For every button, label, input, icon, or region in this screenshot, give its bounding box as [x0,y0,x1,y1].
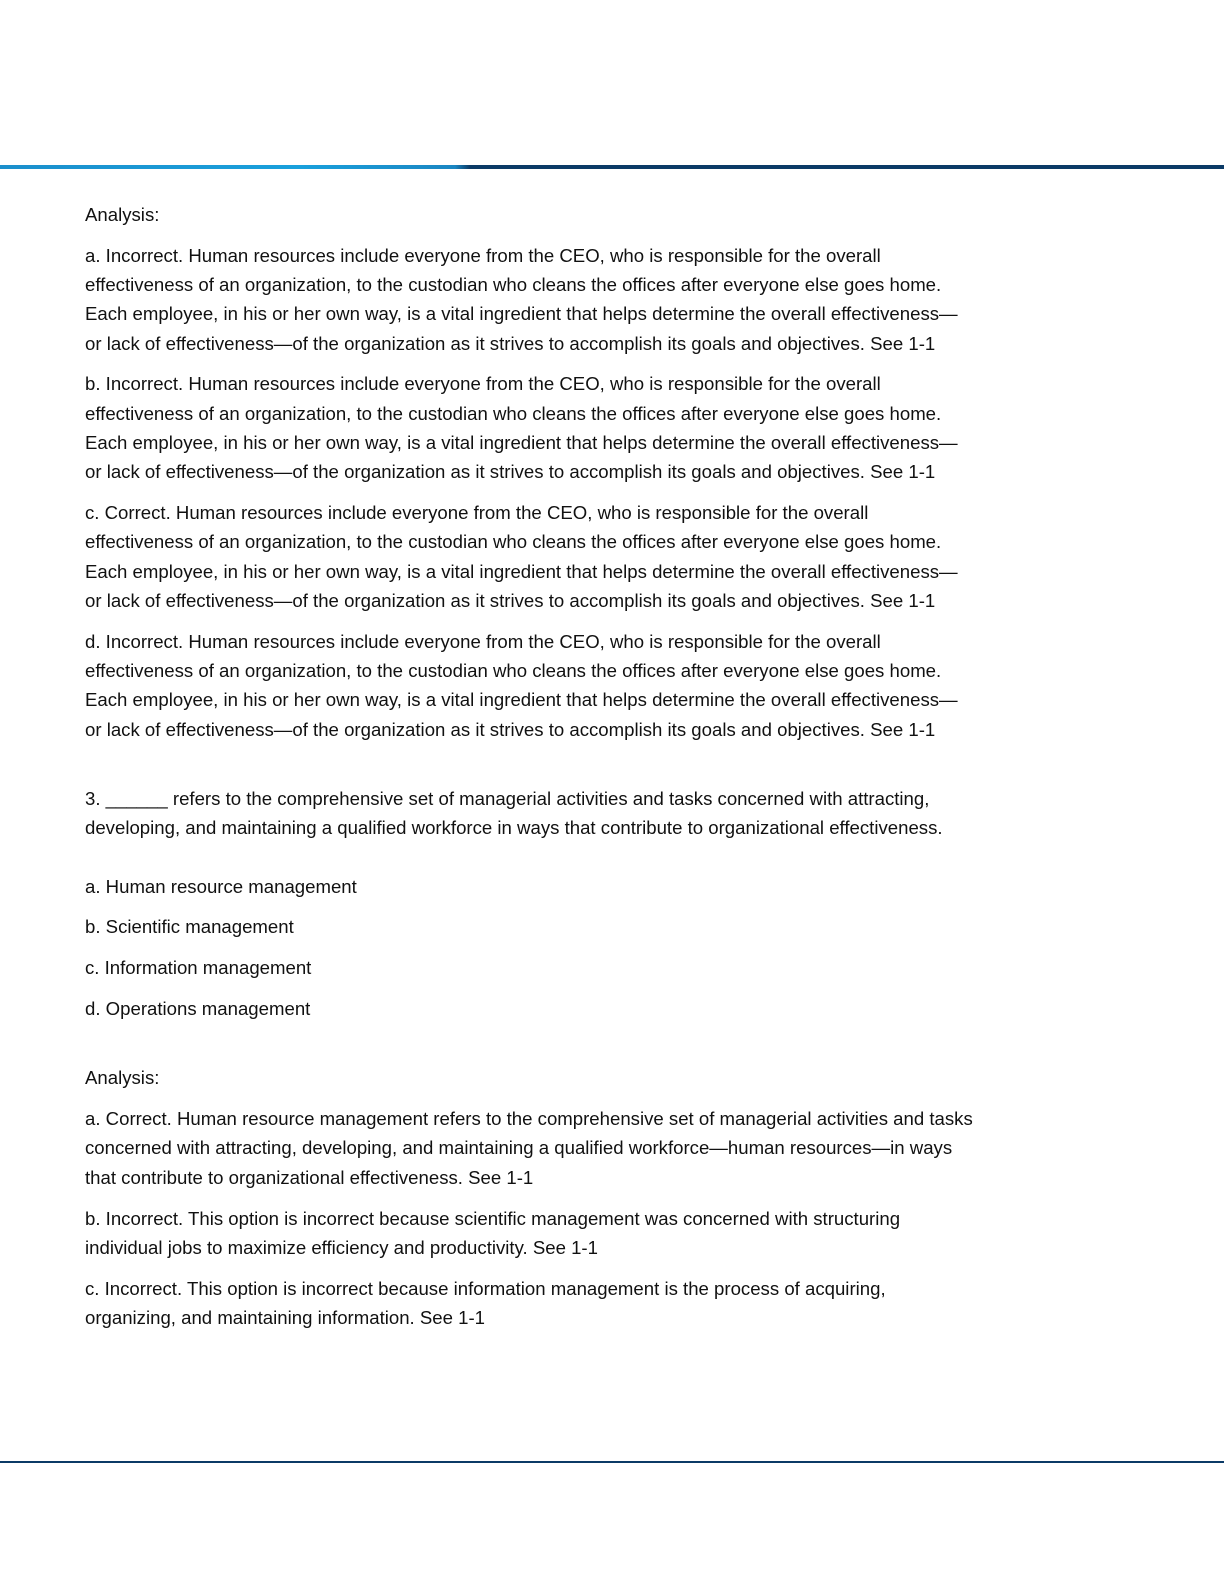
question-3 [85,784,1145,1023]
text-line: Each employee, in his or her own way, is a vital ingredient that helps determine the overall effectiveness— [85,432,958,454]
text-line: d. Incorrect. Human resources include everyone from the CEO, who is responsible for the overall [85,630,881,652]
analysis-1-items [85,241,1145,744]
option-d: d. Operations management [85,998,311,1020]
text-line: b. Incorrect. Human resources include everyone from the CEO, who is responsible for the overall [85,373,881,395]
analysis-item [85,1274,1145,1333]
text-line: Each employee, in his or her own way, is a vital ingredient that helps determine the overall effectiveness— [85,689,958,711]
text-line: c. Incorrect. This option is incorrect because information management is the process of acquiring, [85,1277,886,1299]
footer-rule [0,1461,1224,1463]
analysis-item [85,241,1145,358]
text-line: c. Correct. Human resources include everyone from the CEO, who is responsible for the overall [85,502,869,524]
text-line: effectiveness of an organization, to the custodian who cleans the offices after everyone else goes home. [85,274,942,296]
text-line: or lack of effectiveness—of the organization as it strives to accomplish its goals and objectives. See 1-1 [85,461,936,483]
text-line: or lack of effectiveness—of the organization as it strives to accomplish its goals and objectives. See 1-1 [85,718,936,740]
question-3-stem: 3. ______ refers to the comprehensive set of managerial activities and tasks concerned with attracting, developing, and maintaining a qualified workforce in ways that contribute to organizational effectiveness. [85,788,943,839]
text-line: or lack of effectiveness—of the organization as it strives to accomplish its goals and objectives. See 1-1 [85,590,936,612]
analysis-heading-2: Analysis: [85,1067,160,1089]
text-line: or lack of effectiveness—of the organization as it strives to accomplish its goals and objectives. See 1-1 [85,332,936,354]
analysis-item [85,627,1145,744]
option-a: a. Human resource management [85,875,357,897]
text-line: Each employee, in his or her own way, is a vital ingredient that helps determine the overall effectiveness— [85,560,958,582]
text-line: effectiveness of an organization, to the custodian who cleans the offices after everyone else goes home. [85,531,942,553]
text-line: organizing, and maintaining information. See 1-1 [85,1306,486,1328]
page-content [85,200,1145,1344]
text-line: a. Incorrect. Human resources include everyone from the CEO, who is responsible for the overall [85,244,881,266]
option-c: c. Information management [85,957,312,979]
text-line: individual jobs to maximize efficiency and productivity. See 1-1 [85,1236,598,1258]
text-line: Each employee, in his or her own way, is a vital ingredient that helps determine the overall effectiveness— [85,303,958,325]
text-line: effectiveness of an organization, to the custodian who cleans the offices after everyone else goes home. [85,660,942,682]
option-b: b. Scientific management [85,916,294,938]
header-rule [0,165,1224,169]
analysis-item [85,498,1145,615]
answer-options [85,872,1145,1024]
analysis-heading: Analysis: [85,204,160,225]
text-line: b. Incorrect. This option is incorrect because scientific management was concerned with structuring [85,1207,901,1229]
text-line: a. Correct. Human resource management refers to the comprehensive set of managerial activities and tasks [85,1108,973,1130]
text-line: that contribute to organizational effectiveness. See 1-1 [85,1166,534,1188]
analysis-item [85,369,1145,486]
text-line: concerned with attracting, developing, and maintaining a qualified workforce—human resources—in ways [85,1137,953,1159]
analysis-item [85,1204,1145,1263]
analysis-2-items [85,1104,1145,1332]
analysis-item [85,1104,1145,1192]
text-line: effectiveness of an organization, to the custodian who cleans the offices after everyone else goes home. [85,402,942,424]
